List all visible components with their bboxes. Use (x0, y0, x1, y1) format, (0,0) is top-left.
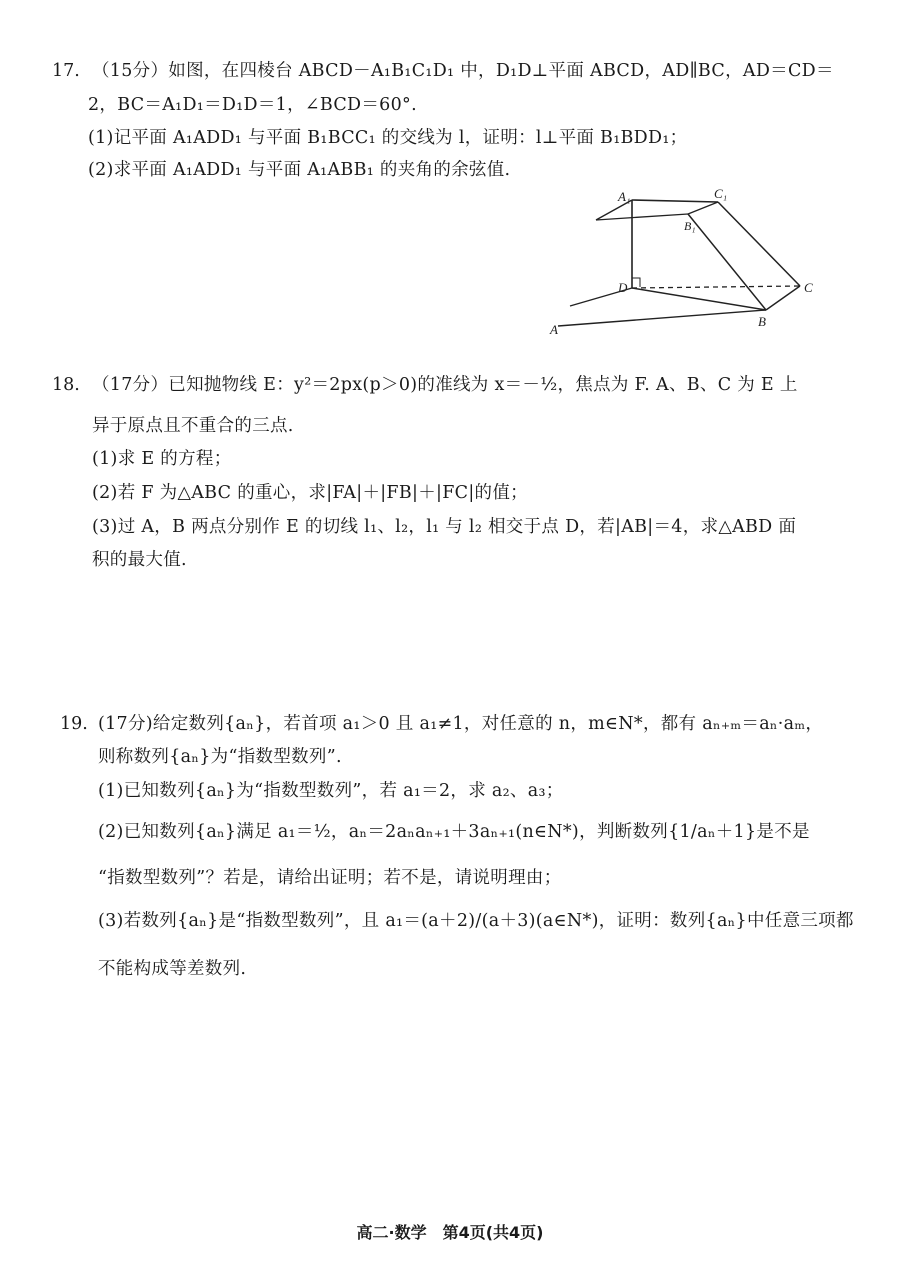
label-a1: A₁ (618, 189, 631, 204)
sub-question-2: (2)若 F 为△ABC 的重心，求|FA|＋|FB|＋|FC|的值； (92, 483, 528, 503)
edge-d1-b1 (596, 214, 688, 220)
edge-d-c-dashed (632, 286, 800, 288)
question-number: 18. (52, 375, 80, 395)
page-footer: 高二·数学 第4页(共4页) (356, 1223, 544, 1242)
label-c: C (804, 280, 813, 295)
label-b: B (758, 314, 766, 329)
question-text-line: 不能构成等差数列. (98, 959, 247, 979)
sub-question-2: (2)求平面 A₁ADD₁ 与平面 A₁ABB₁ 的夹角的余弦值. (88, 160, 511, 180)
question-text-line: “指数型数列”？若是，请给出证明；若不是，请说明理由； (98, 868, 562, 888)
edge-b-c (766, 286, 800, 310)
edge-a1-c1 (632, 200, 718, 202)
sub-question-2: (2)已知数列{aₙ}满足 a₁＝½，aₙ＝2aₙaₙ₊₁＋3aₙ₊₁(n∈N*)，判断数列{1/aₙ＋1}是不是 (98, 822, 810, 842)
sub-question-1: (1)记平面 A₁ADD₁ 与平面 B₁BCC₁ 的交线为 l，证明：l⊥平面 B₁BDD₁； (88, 128, 688, 148)
label-d: D (618, 280, 628, 295)
label-b1: B₁ (684, 219, 696, 233)
edge-a-b (558, 310, 766, 326)
frustum-figure (548, 188, 818, 338)
label-c1: C₁ (714, 188, 728, 201)
sub-question-1: (1)已知数列{aₙ}为“指数型数列”，若 a₁＝2，求 a₂、a₃； (98, 781, 564, 801)
question-text-line: (17分)给定数列{aₙ}，若首项 a₁＞0 且 a₁≠1，对任意的 n，m∈N*，都有 aₙ₊ₘ＝aₙ·aₘ， (98, 714, 824, 734)
question-text-line: 积的最大值. (92, 550, 187, 570)
edge-c1-c (718, 202, 800, 286)
right-angle-mark (632, 278, 640, 287)
edge-d-b (632, 288, 766, 310)
question-number: 19. (60, 714, 88, 734)
sub-question-3: (3)过 A，B 两点分别作 E 的切线 l₁、l₂，l₁ 与 l₂ 相交于点 D，若|AB|＝4，求△ABD 面 (92, 517, 797, 537)
sub-question-1: (1)求 E 的方程； (92, 449, 232, 469)
label-a: A (550, 322, 558, 337)
edge-b1-c1 (688, 202, 718, 214)
edge-b1-b (688, 214, 766, 310)
question-text-line: 异于原点且不重合的三点. (92, 416, 294, 436)
question-text-line: （17分）已知抛物线 E：y²＝2px(p＞0)的准线为 x＝－½，焦点为 F. A、B、C 为 E 上 (92, 375, 798, 395)
question-text-line: 则称数列{aₙ}为“指数型数列”. (98, 747, 342, 767)
question-text-line: （15分）如图，在四棱台 ABCD－A₁B₁C₁D₁ 中，D₁D⊥平面 ABCD，AD∥BC，AD＝CD＝ (92, 61, 834, 81)
question-text-line: 2，BC＝A₁D₁＝D₁D＝1，∠BCD＝60°. (88, 95, 417, 115)
sub-question-3: (3)若数列{aₙ}是“指数型数列”，且 a₁＝(a＋2)/(a＋3)(a∈N*)，证明：数列{aₙ}中任意三项都 (98, 911, 854, 931)
question-number: 17. (52, 61, 80, 81)
